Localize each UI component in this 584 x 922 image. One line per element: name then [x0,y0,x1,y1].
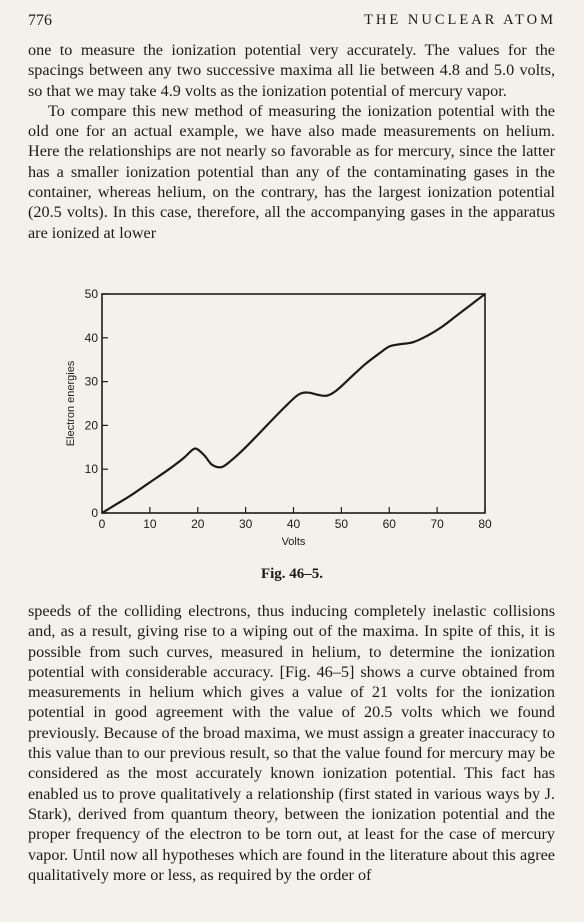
x-tick-label: 20 [191,517,205,531]
x-tick-label: 80 [478,517,492,531]
line-chart [52,280,512,570]
page-number: 776 [28,12,52,29]
x-tick-label: 60 [382,517,396,531]
paragraph: one to measure the ionization potential very accurately. The values for the spacings between any two successive maxima all lie between 4.8 and 5.0 volts, so that we may take 4.9 volts as the ionization potential of mercury vapor. [28,41,555,100]
y-tick-label: 0 [91,506,98,520]
x-tick-label: 30 [238,517,253,531]
paragraph: To compare this new method of measuring the ionization potential with the old one for an actual example, we have also made measurements on helium. Here the relationships are not nearly so favorable as for mercury, since the latter has a smaller ionization potential than any of the contaminating gases in the container, whereas helium, on the contrary, has the largest ionization potential (20.5 volts). In this case, therefore, all the accompanying gases in the apparatus are ionized at lower [28,101,555,242]
figure-46-5 [52,280,512,580]
x-tick-label: 70 [430,517,444,531]
y-tick-label: 40 [84,330,98,345]
x-tick-label: 50 [334,517,349,531]
running-head: THE NUCLEAR ATOM [364,12,556,28]
x-tick-label: 0 [98,517,106,531]
x-tick-label: 40 [286,517,301,531]
figure-caption: Fig. 46–5. [260,566,324,582]
paragraph: speeds of the colliding electrons, thus inducing completely inelastic collisions and, as a result, giving rise to a wiping out of the maxima. In spite of this, it is possible from such curves, measured in helium, to determine the ionization potential with considerable accuracy. [Fig. 46–5] shows a curve obtained from measurements in helium which gives a value of 21 volts for the ionization potential in good agreement with the value of 20.5 volts which we found previously. Because of the broad maxima, we must assign a greater inaccuracy to this value than to our previous result, so that the value found for mercury may be considered as the most accurately known ionization potential. This fact has enabled us to prove qualitatively a relationship (first stated in various ways by J. Stark), derived from quantum theory, between the ionization potential and the proper frequency of the electron to be torn out, at least for the case of mercury vapor. Until now all hypotheses which are found in the literature about this agree qualitatively more or less, as required by the order of [28,602,555,884]
plot-frame [102,294,485,513]
x-tick-label: 10 [143,517,157,531]
body-text-top [28,40,555,243]
y-tick-label: 10 [84,462,98,477]
body-text-bottom [28,601,555,885]
x-axis-label: Volts [281,536,306,548]
y-tick-label: 20 [84,418,98,433]
series-line [102,294,485,513]
page-header [28,12,556,36]
y-tick-label: 50 [84,287,98,301]
y-tick-label: 30 [84,374,98,389]
y-axis-label: Electron energies [65,360,77,447]
